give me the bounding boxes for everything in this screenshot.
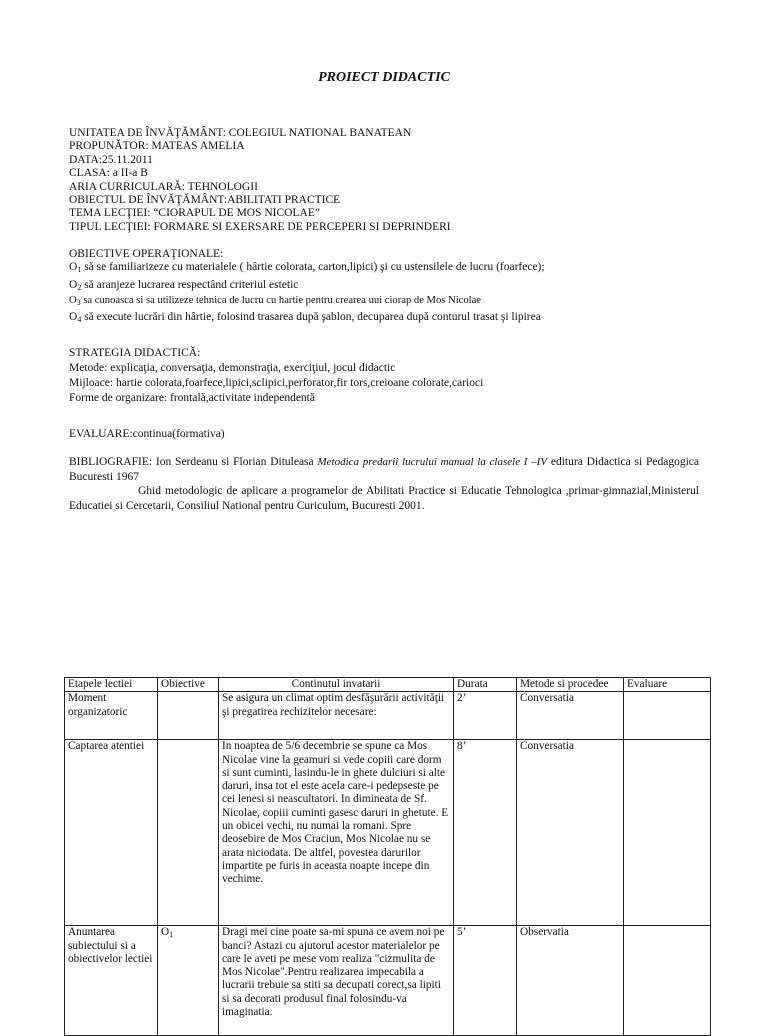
objectives-heading: OBIECTIVE OPERAŢIONALE: <box>69 248 224 260</box>
header-clasa: CLASA: a II-a B <box>69 167 148 180</box>
table-row <box>65 926 711 1036</box>
cell-obiective <box>158 740 219 926</box>
col-header: Obiective <box>158 678 219 692</box>
header-obiectul: OBIECTUL DE ÎNVĂŢĂMÂNT:ABILITATI PRACTICE <box>69 194 341 207</box>
cell-etapa: Anuntarea subiectului si a obiectivelor lectiei <box>65 926 158 1036</box>
table-header-row <box>65 678 711 692</box>
cell-metode: Conversatia <box>517 692 624 740</box>
cell-continut: Se asigura un climat optim desfăşurării activităţii şi pregatirea rechizitelor necesare: <box>219 692 454 740</box>
objective-item: $O_3$ sa cunoasca si sa utilizeze tehnica de lucru cu hartie pentru crearea uui ciorap de Mos Nicolae <box>69 295 481 308</box>
header-aria: ARIA CURRICULARĂ: TEHNOLOGII <box>69 180 258 193</box>
cell-durata: 8’ <box>454 740 517 926</box>
cell-durata: 5’ <box>454 926 517 1036</box>
bibliography <box>69 455 699 513</box>
col-header: Metode si procedee <box>517 678 624 692</box>
bibliography-entry-2: Ghid metodologic de aplicare a programelor de Abilitati Practice si Educatie Tehnologica ,primar-gimnazial,Ministerul Educatiei si Cercetarii, Consiliul National pentru Curiculum, Bucuresti 2001. <box>69 485 699 512</box>
col-header: Continutul invatarii <box>219 678 454 692</box>
header-propunator: PROPUNĂTOR: MATEAS AMELIA <box>69 140 245 153</box>
objectives-section <box>69 248 709 326</box>
cell-etapa: Moment organizatoric <box>65 692 158 740</box>
cell-continut: Dragi mei cine poate sa-mi spuna ce avem noi pe banci? Astazi cu ajutorul acestor materialelor pe care le aveti pe mese vom realiza "cizmulita de Mos Nicolae".Pentru realizarea impecabila a lucrarii trebuie sa stiti sa decupati corect,sa lipiti si sa decorati produsul final folosindu-va imaginatia. <box>219 926 454 1036</box>
evaluare-line: EVALUARE:continua(formativa) <box>69 428 225 440</box>
cell-obiective <box>158 692 219 740</box>
strategy-metode: Metode: explicaţia, conversaţia, demonstraţia, exerciţiul, jocul didactic <box>69 362 396 374</box>
table-row <box>65 692 711 740</box>
objective-item: $O_1$ să se familiarizeze cu materialele ( hârtie colorata, carton,lipici) şi cu ustensilele de lucru (foarfece); <box>69 261 545 275</box>
objective-item: $O_2$ să aranjeze lucrarea respectând criteriul estetic <box>69 278 299 292</box>
header-unitatea: UNITATEA DE ÎNVĂŢĂMÂNT: COLEGIUL NATIONAL BANATEAN <box>69 127 412 139</box>
document-title: PROIECT DIDACTIC <box>318 70 450 85</box>
strategy-heading: STRATEGIA DIDACTICĂ: <box>69 347 201 359</box>
cell-metode: Observatia <box>517 926 624 1036</box>
table-row <box>65 740 711 926</box>
strategy-mijloace: Mijloace: hartie colorata,foarfece,lipici,sclipici,perforator,fir tors,creioane colorate,carioci <box>69 377 484 389</box>
header-info <box>69 127 709 234</box>
cell-evaluare <box>624 926 711 1036</box>
bibliography-entry: BIBLIOGRAFIE: Ion Serdeanu si Florian Dituleasa Metodica predarii lucrului manual la clasele I –IV editura Didactica si Pedagogica Bucuresti 1967 <box>69 456 700 483</box>
strategy-forme: Forme de organizare: frontală,activitate independentă <box>69 392 315 404</box>
col-header: Etapele lectiei <box>65 678 158 692</box>
objective-item: $O_4$ să execute lucrări din hârtie, folosind trasarea după şablon, decuparea după conturul trasat şi lipirea <box>69 310 541 324</box>
lesson-table <box>64 677 711 1036</box>
cell-continut: In noaptea de 5/6 decembrie se spune ca Mos Nicolae vine la geamuri si vede copiii care dorm si sunt cuminti, lasindu-le in ghete dulciuri si alte daruri, insa tot el este acela care-i pedepseste pe cei lenesi si neascultatori. In dimineata de Sf. Nicolae, copiii cuminti gasesc daruri in ghetute. E un obicei vechi, nu numai la romani. Spre deosebire de Mos Craciun, Mos Nicolae nu se arata niciodata. De altfel, povestea darurilor impartite pe furis in aceasta noapte incepe din vechime. <box>219 740 454 926</box>
strategy-section <box>69 346 709 406</box>
header-tipul: TIPUL LECŢIEI: FORMARE SI EXERSARE DE PERCEPERI SI DEPRINDERI <box>69 220 451 233</box>
cell-etapa: Captarea atentiei <box>65 740 158 926</box>
col-header: Evaluare <box>624 678 711 692</box>
header-tema: TEMA LECŢIEI: “CIORAPUL DE MOS NICOLAE” <box>69 207 320 220</box>
cell-durata: 2’ <box>454 692 517 740</box>
cell-evaluare <box>624 692 711 740</box>
cell-evaluare <box>624 740 711 926</box>
cell-metode: Conversatia <box>517 740 624 926</box>
col-header: Durata <box>454 678 517 692</box>
header-data: DATA:25.11.2011 <box>69 153 153 166</box>
bibliography-book-title: Metodica predarii lucrului manual la clasele I –IV <box>317 456 548 468</box>
cell-obiective: $O_1$ <box>158 926 219 1036</box>
